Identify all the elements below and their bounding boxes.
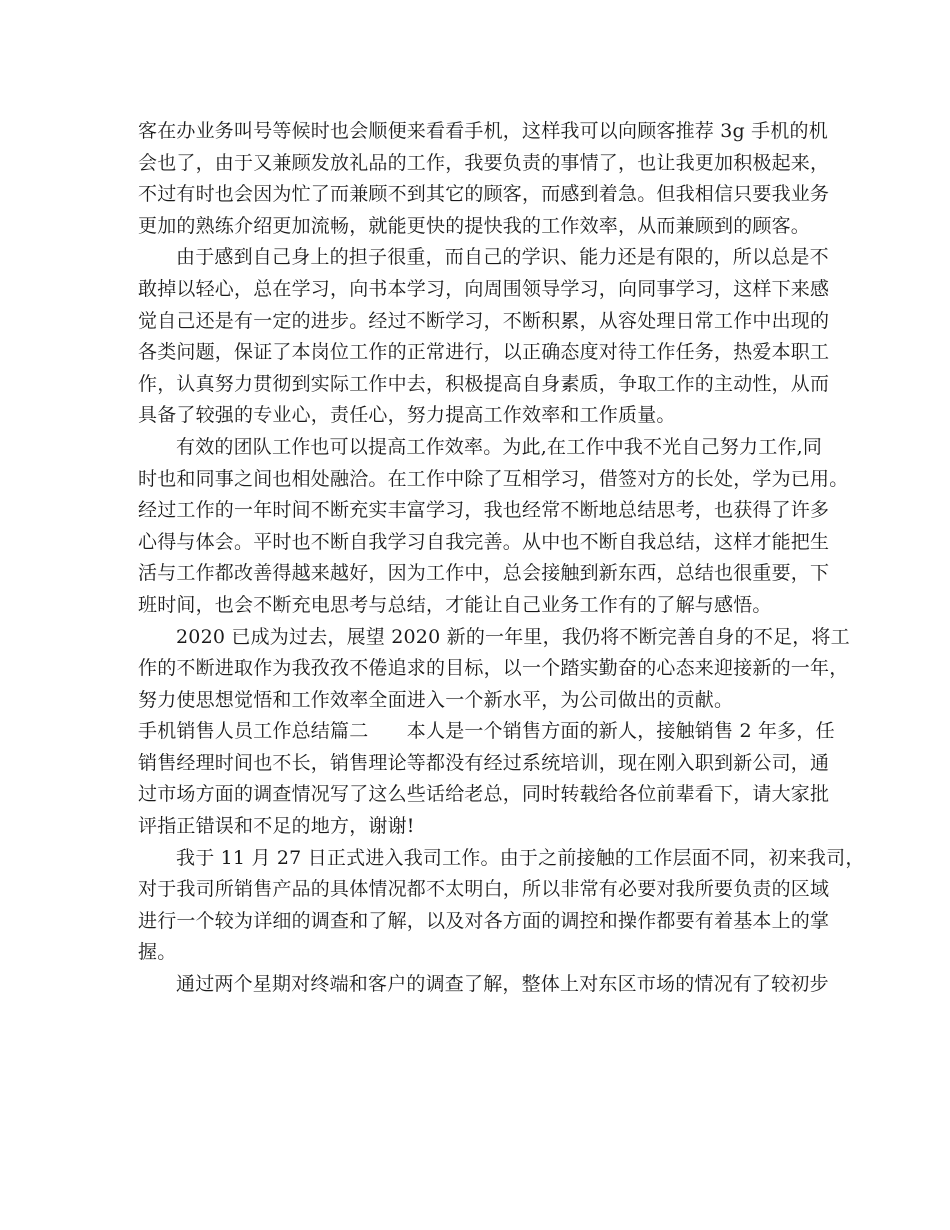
text-line: 握。 [138, 941, 177, 964]
text-line: 觉自己还是有一定的进步。经过不断学习，不断积累，从容处理日常工作中出现的 [138, 309, 830, 332]
text-line: 作的不断进取作为我孜孜不倦追求的目标，以一个踏实勤奋的心态来迎接新的一年， [138, 657, 849, 680]
text-line: 更加的熟练介绍更加流畅，就能更快的提快我的工作效率，从而兼顾到的顾客。 [138, 214, 811, 237]
text-line: 会也了，由于又兼顾发放礼品的工作，我要负责的事情了，也让我更加积极起来， [138, 151, 830, 174]
text-line: 心得与体会。平时也不断自我学习自我完善。从中也不断自我总结，这样才能把生 [138, 530, 830, 553]
text-line: 有效的团队工作也可以提高工作效率。为此,在工作中我不光自己努力工作,同 [176, 435, 823, 458]
text-line: 2020 已成为过去，展望 2020 新的一年里，我仍将不断完善自身的不足，将工 [176, 625, 850, 648]
text-line: 评指正错误和不足的地方，谢谢! [138, 815, 415, 838]
text-line: 过市场方面的调查情况写了这么些话给老总，同时转载给各位前辈看下，请大家批 [138, 783, 830, 806]
text-line: 我于 11 月 27 日正式进入我司工作。由于之前接触的工作层面不同，初来我司， [176, 846, 865, 869]
document-body [138, 116, 865, 1001]
text-line: 进行一个较为详细的调查和了解，以及对各方面的调控和操作都要有着基本上的掌 [138, 909, 830, 932]
text-line: 作，认真努力贯彻到实际工作中去，积极提高自身素质，争取工作的主动性，从而 [138, 372, 830, 395]
text-line: 活与工作都改善得越来越好，因为工作中，总会接触到新东西，总结也很重要，下 [138, 562, 830, 585]
text-line: 不过有时也会因为忙了而兼顾不到其它的顾客，而感到着急。但我相信只要我业务 [138, 183, 830, 206]
text-line: 由于感到自己身上的担子很重，而自己的学识、能力还是有限的，所以总是不 [176, 246, 829, 269]
text-line: 手机销售人员工作总结篇二 本人是一个销售方面的新人，接触销售 2 年多，任 [138, 720, 835, 743]
text-line: 通过两个星期对终端和客户的调查了解，整体上对东区市场的情况有了较初步 [176, 973, 829, 996]
text-line: 经过工作的一年时间不断充实丰富学习，我也经常不断地总结思考，也获得了许多 [138, 499, 830, 522]
text-line: 客在办业务叫号等候时也会顺便来看看手机，这样我可以向顾客推荐 3g 手机的机 [138, 120, 828, 142]
text-line: 时也和同事之间也相处融洽。在工作中除了互相学习，借签对方的长处，学为已用。 [138, 467, 849, 490]
text-line: 各类问题，保证了本岗位工作的正常进行，以正确态度对待工作任务，热爱本职工 [138, 341, 830, 364]
text-line: 班时间，也会不断充电思考与总结，才能让自己业务工作有的了解与感悟。 [138, 593, 772, 616]
text-line: 具备了较强的专业心，责任心，努力提高工作效率和工作质量。 [138, 404, 676, 427]
text-line: 敢掉以轻心，总在学习，向书本学习，向周围领导学习，向同事学习，这样下来感 [138, 277, 830, 300]
text-line: 对于我司所销售产品的具体情况都不太明白，所以非常有必要对我所要负责的区域 [138, 878, 830, 901]
text-line: 销售经理时间也不长，销售理论等都没有经过系统培训，现在刚入职到新公司，通 [138, 751, 830, 774]
text-line: 努力使思想觉悟和工作效率全面进入一个新水平，为公司做出的贡献。 [138, 688, 734, 711]
